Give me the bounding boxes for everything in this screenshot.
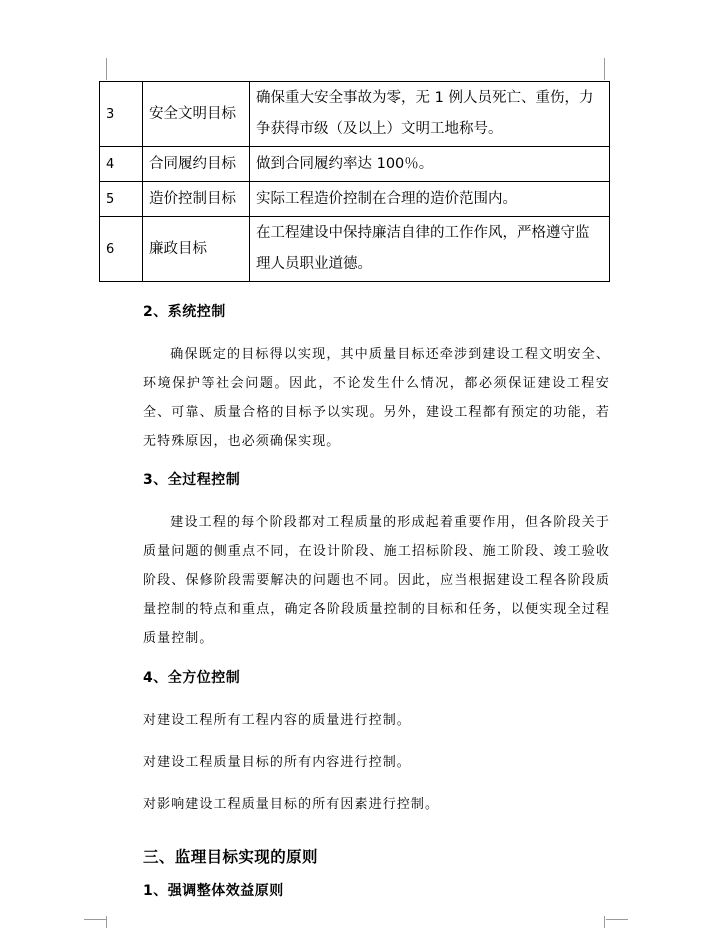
row-number: 4 [100, 147, 143, 182]
row-number: 3 [100, 82, 143, 147]
list-item: 对建设工程所有工程内容的质量进行控制。 [143, 713, 411, 728]
row-number: 6 [100, 217, 143, 282]
crop-mark-bottom-right [606, 919, 628, 920]
crop-mark-bottom-left [84, 919, 106, 920]
chapter-heading: 三、监理目标实现的原则 [143, 848, 318, 866]
target-description: 在工程建设中保持廉洁自律的工作作风，严格遵守监理人员职业道德。 [250, 217, 610, 282]
target-name: 造价控制目标 [143, 182, 250, 217]
section-heading-all-round: 4、全方位控制 [143, 670, 241, 686]
crop-mark-top-left [106, 58, 107, 80]
target-name: 廉政目标 [143, 217, 250, 282]
crop-mark-top-right [604, 58, 605, 80]
target-description: 实际工程造价控制在合理的造价范围内。 [250, 182, 610, 217]
list-item: 对建设工程质量目标的所有内容进行控制。 [143, 755, 411, 770]
table-row [100, 217, 610, 282]
target-name: 安全文明目标 [143, 82, 250, 147]
crop-mark-bottom-right-v [604, 916, 605, 928]
section-body-full-process: 建设工程的每个阶段都对工程质量的形成起着重要作用，但各阶段关于质量问题的侧重点不同，在设计阶段、施工招标阶段、施工阶段、竣工验收阶段、保修阶段需要解决的问题也不同。因此，应当根据建设工程各阶段质量控制的特点和重点，确定各阶段质量控制的目标和任务，以便实现全过程质量控制。 [143, 515, 610, 646]
section-heading-system-control: 2、系统控制 [143, 304, 226, 320]
table-row [100, 82, 610, 147]
target-name: 合同履约目标 [143, 147, 250, 182]
crop-mark-bottom-left-v [106, 916, 107, 928]
section-heading-full-process: 3、全过程控制 [143, 472, 241, 488]
target-description: 做到合同履约率达 100％。 [250, 147, 610, 182]
target-table [99, 81, 610, 282]
section-body-system-control: 确保既定的目标得以实现，其中质量目标还牵涉到建设工程文明安全、环境保护等社会问题。因此，不论发生什么情况，都必须保证建设工程安全、可靠、质量合格的目标予以实现。另外，建设工程都有预定的功能，若无特殊原因，也必须确保实现。 [143, 347, 610, 449]
table-row [100, 147, 610, 182]
subsection-heading: 1、强调整体效益原则 [143, 883, 284, 899]
row-number: 5 [100, 182, 143, 217]
target-description: 确保重大安全事故为零，无 1 例人员死亡、重伤，力争获得市级（及以上）文明工地称号。 [250, 82, 610, 147]
table-row [100, 182, 610, 217]
list-item: 对影响建设工程质量目标的所有因素进行控制。 [143, 797, 440, 812]
